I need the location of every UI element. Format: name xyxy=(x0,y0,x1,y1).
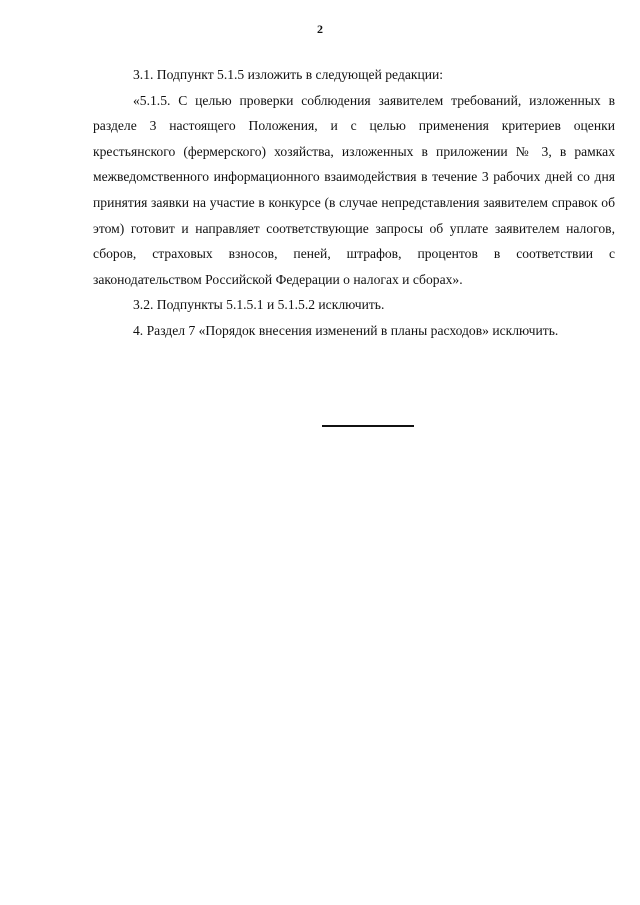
document-body xyxy=(93,62,615,344)
paragraph-4: 4. Раздел 7 «Порядок внесения изменений в планы расходов» исключить. xyxy=(133,322,559,338)
paragraph-5-1-5: «5.1.5. С целью проверки соблюдения заявителем требований, изложенных в разделе 3 настоящего Положения, и с целью применения критериев оценки крестьянского (фермерского) хозяйства, изложенных в приложении № 3, в рамках межведомственного информационного взаимодействия в течение 3 рабочих дней со дня принятия заявки на участие в конкурсе (в случае непредставления заявителем справок об этом) готовит и направляет соответствующие запросы об уплате заявителем налогов, сборов, страховых взносов, пеней, штрафов, процентов в соответствии с законодательством Российской Федерации о налогах и сборах». xyxy=(93,92,615,287)
paragraph-3-2: 3.2. Подпункты 5.1.5.1 и 5.1.5.2 исключить. xyxy=(133,297,385,313)
end-divider xyxy=(322,425,414,427)
page-number: 2 xyxy=(317,22,323,36)
paragraph-3-1: 3.1. Подпункт 5.1.5 изложить в следующей редакции: xyxy=(133,67,444,82)
